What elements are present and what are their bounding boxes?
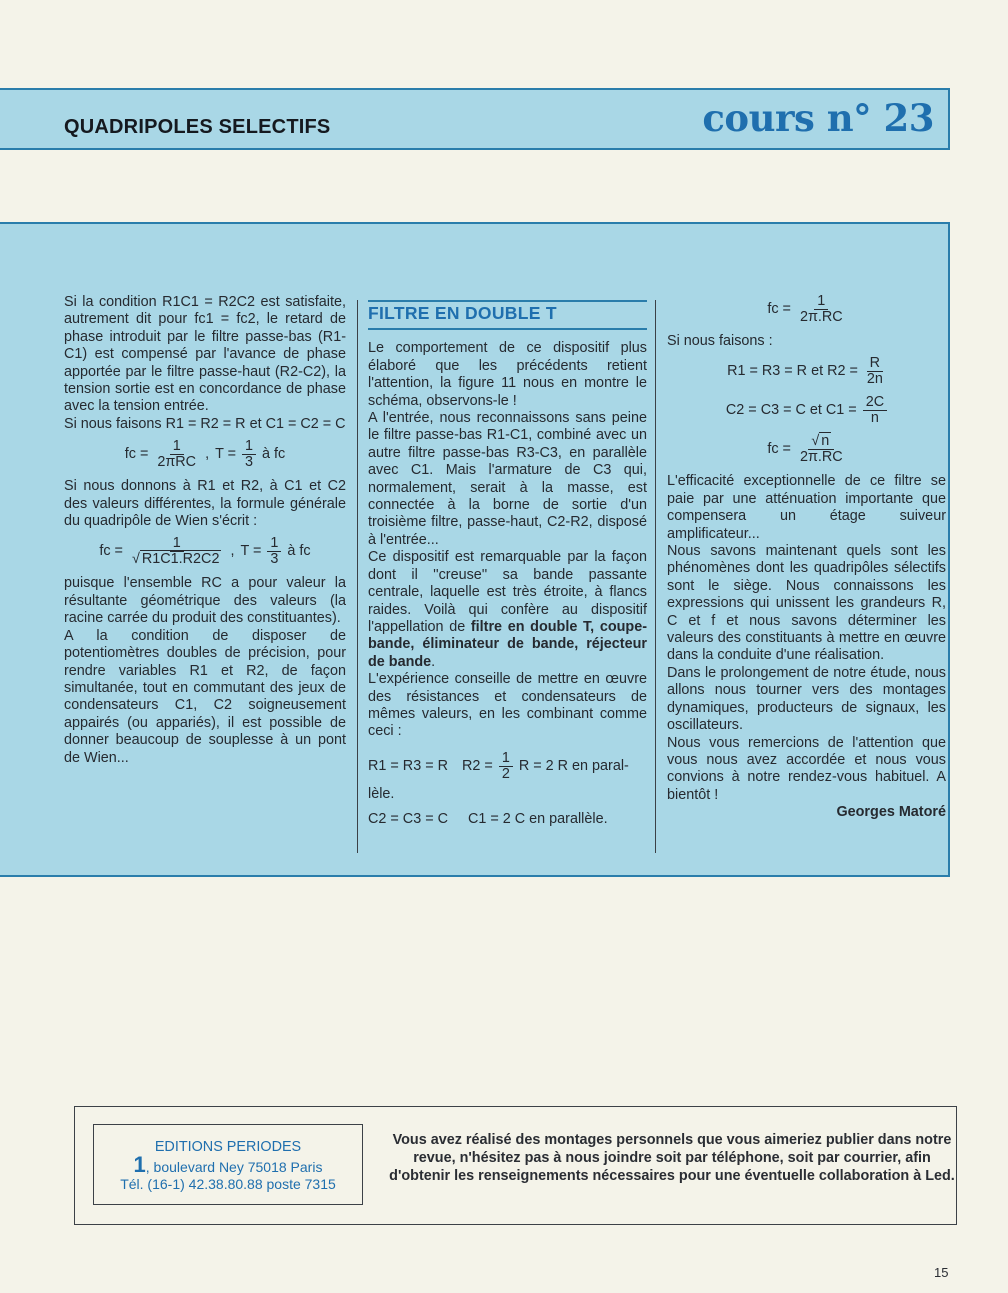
paragraph: Si nous faisons R1 = R2 = R et C1 = C2 = C <box>64 415 346 432</box>
publisher-name: EDITIONS PERIODES <box>154 1139 302 1155</box>
column-1 <box>64 294 346 767</box>
header-band <box>0 88 950 150</box>
formula-r2: R1 = R3 = R et R2 = $\frac{R}{2n}$ <box>727 355 883 388</box>
paragraph: L'expérience conseille de mettre en œuvre des résistances et condensateurs de mêmes valeurs, en les combinant comme ceci : <box>368 671 647 740</box>
paragraph: puisque l'ensemble RC a pour valeur la résultante géométrique des valeurs (la racine carrée du produit des constituantes). <box>64 575 346 627</box>
formula-fc-rc: fc = $\frac{1}{\text{2πRC}}$ , T = $\frac{1}{3}$ à fc <box>124 438 286 471</box>
formula-capacitors: C2 = C3 = C C1 = 2 C en parallèle. <box>368 811 608 828</box>
column-divider <box>357 300 358 853</box>
paragraph: Nous vous remercions de l'attention que vous nous avez accordée et nous vous convions à notre rendez-vous habituel. A bientôt ! <box>667 734 946 803</box>
section-header <box>368 300 647 330</box>
lesson-number: cours n° 23 <box>702 96 934 140</box>
formula-continuation: lèle. <box>368 785 395 802</box>
author-signature: Georges Matoré <box>836 804 946 821</box>
publisher-address: 1, boulevard Ney 75018 Paris <box>133 1152 323 1177</box>
contribution-message: Vous avez réalisé des montages personnels que vous aimeriez publier dans notre revue, n'hésitez pas à nous joindre soit par téléphone, soit par courrier, afin d'obtenir les renseignements nécessaires pour une éventuelle collaboration à Led. <box>389 1132 955 1184</box>
formula-fc-n: fc = $\frac{√ n}{2\pi.RC}$ <box>767 433 843 466</box>
formula-resistors: R1 = R3 = R R2 = $\frac{1}{2}$ R = 2 R en paral- <box>368 749 629 782</box>
page-title: QUADRIPOLES SELECTIFS <box>64 116 331 138</box>
formula-fc: fc = $\frac{1}{2\pi.RC}$ <box>767 293 843 325</box>
paragraph: Le comportement de ce dispositif plus élaboré que les précédents retient l'attention, la figure 11 nous en montre le schéma, observons-le ! <box>368 340 647 409</box>
paragraph: L'efficacité exceptionnelle de ce filtre se paie par une atténuation importante que compensera un étage suiveur amplificateur... <box>667 473 946 542</box>
publisher-phone: Tél. (16-1) 42.38.80.88 poste 7315 <box>120 1176 336 1192</box>
column-divider <box>655 300 656 853</box>
section-title: FILTRE EN DOUBLE T <box>368 303 557 323</box>
formula-c1: C2 = C3 = C et C1 = $\frac{2C}{n}$ <box>667 395 946 426</box>
page-number: 15 <box>934 1265 949 1280</box>
paragraph: Si la condition R1C1 = R2C2 est satisfaite, autrement dit pour fc1 = fc2, le retard de phase introduit par le filtre passe-bas (R1-C1) est compensé par l'avance de phase apportée par le filtre passe-haut (R2-C2), la tension sortie est en concordance de phase avec la tension entrée. <box>64 294 346 415</box>
publisher-box <box>93 1124 363 1205</box>
paragraph: Si nous faisons : <box>667 333 773 349</box>
paragraph: Nous savons maintenant quels sont les phénomènes dont les quadripôles sélectifs sont le siège. Nous connaissons les expressions qui unissent les grandeurs R, C et f et nous savons déterminer les valeurs des constituants à mettre en œuvre dans la conduite d'une réalisation. <box>667 543 946 664</box>
paragraph: Ce dispositif est remarquable par la façon dont il ''creuse'' sa bande passante centrale, laquelle est très étroite, à flancs raides. Voilà qui confère au dispositif l'appellation de filtre en double T, coupe-bande, éliminateur de bande, réjecteur de bande. <box>368 549 647 670</box>
paragraph: Dans le prolongement de notre étude, nous allons nous tourner vers des montages dynamiques, producteurs de signaux, les oscillateurs. <box>667 664 946 734</box>
formula-wien: fc = $\frac{1}{√ R1C1.R2C2}$ , T = $\frac{1}{3}$ à fc <box>99 535 311 568</box>
paragraph: Si nous donnons à R1 et R2, à C1 et C2 des valeurs différentes, la formule générale du quadripôle de Wien s'écrit : <box>64 478 346 530</box>
paragraph: A la condition de disposer de potentiomètres doubles de précision, pour rendre variables R1 et R2, de façon simultanée, tout en commutant des jeux de condensateurs C1, C2 soigneusement appairés (ou appariés), il est possible de donner beaucoup de souplesse à un pont de Wien... <box>64 627 346 766</box>
paragraph: A l'entrée, nous reconnaissons sans peine le filtre passe-bas R1-C1, combiné avec un autre filtre passe-bas R3-C3, en parallèle avec C1. Mais l'armature de C3 qui, normalement, serait à la masse, est connectée à la borne de sortie d'un troisième filtre, passe-haut, C2-R2, disposé à l'entrée... <box>368 410 647 548</box>
column-2 <box>368 300 647 829</box>
column-3 <box>667 294 946 822</box>
